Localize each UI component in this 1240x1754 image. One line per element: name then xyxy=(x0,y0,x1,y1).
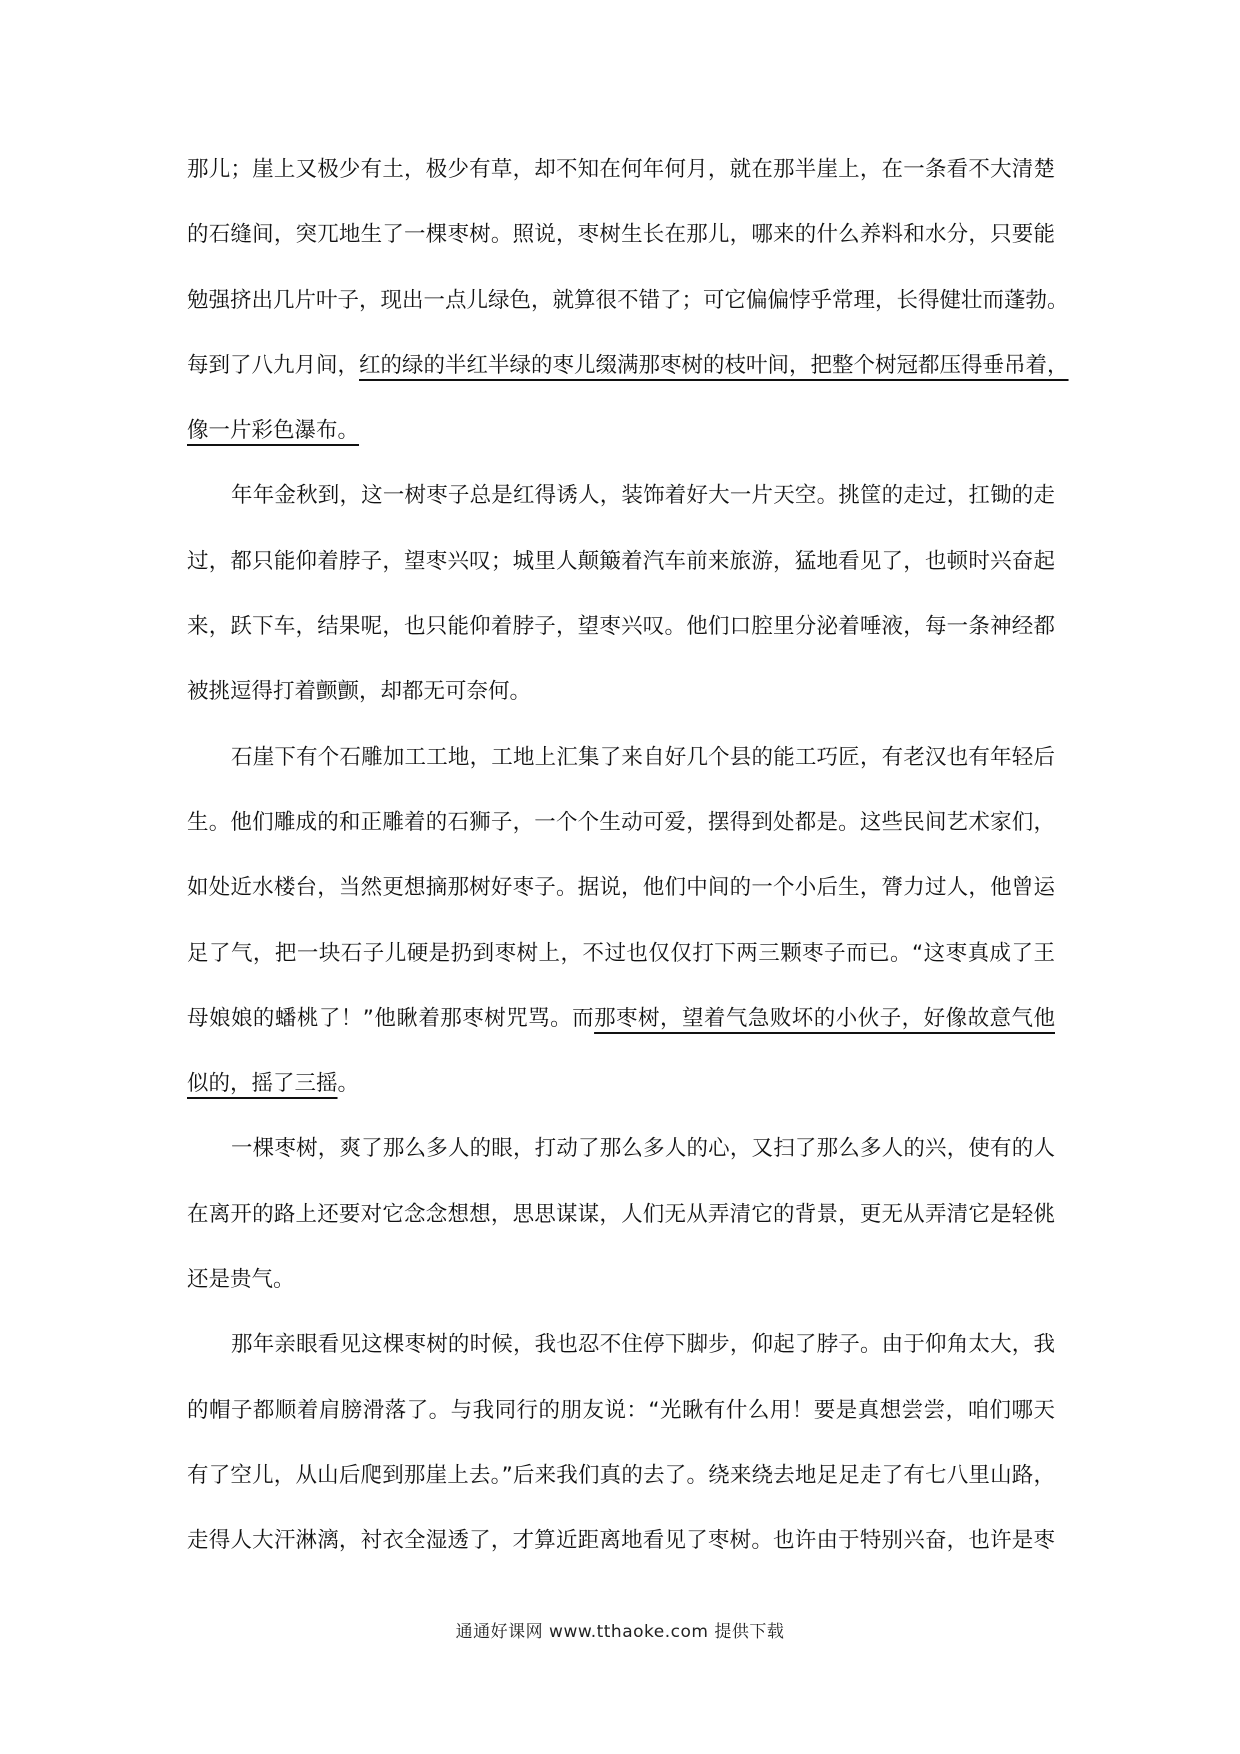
text-segment: 那年亲眼看见这棵枣树的时候，我也忍不住停下脚步，仰起了脖子。由于仰角太大，我 xyxy=(231,1332,1055,1358)
text-segment: 还是贵气。 xyxy=(187,1267,295,1293)
text-segment: 足了气，把一块石子儿硬是扔到枣树上，不过也仅仅打下两三颗枣子而已。“这枣真成了王 xyxy=(187,940,1055,966)
text-segment: 在离开的路上还要对它念念想想，思思谋谋，人们无从弄清它的背景，更无从弄清它是轻佻 xyxy=(187,1201,1055,1227)
document-body xyxy=(187,156,1069,1593)
text-line xyxy=(187,482,1055,547)
underlined-text: 红的绿的半红半绿的枣儿缀满那枣树的枝叶间，把整个树冠都压得垂吊着， xyxy=(359,352,1069,378)
text-segment: 生。他们雕成的和正雕着的石狮子，一个个生动可爱，摆得到处都是。这些民间艺术家们， xyxy=(187,809,1055,835)
footer-source-note: 通通好课网 www.tthaoke.com 提供下载 xyxy=(455,1622,785,1642)
text-segment: 走得人大汗淋漓，衬衣全湿透了，才算近距离地看见了枣树。也许由于特别兴奋，也许是枣 xyxy=(187,1528,1055,1554)
text-segment: 被挑逗得打着颤颤，却都无可奈何。 xyxy=(187,679,532,705)
text-line xyxy=(187,613,1055,678)
paragraph xyxy=(187,482,1055,743)
text-line xyxy=(187,1331,1055,1396)
text-line xyxy=(187,678,1055,743)
underlined-text: 像一片彩色瀑布。 xyxy=(187,418,360,444)
text-line xyxy=(187,1462,1055,1527)
text-line xyxy=(187,1135,1055,1200)
text-line xyxy=(187,287,1069,352)
text-segment: 有了空儿，从山后爬到那崖上去。”后来我们真的去了。绕来绕去地足足走了有七八里山路， xyxy=(187,1462,1055,1488)
text-segment: 。 xyxy=(337,1071,360,1097)
text-segment: 每到了八九月间， xyxy=(187,352,360,378)
paragraph xyxy=(187,1135,1055,1331)
text-segment: 过，都只能仰着脖子，望枣兴叹；城里人颠簸着汽车前来旅游，猛地看见了，也顿时兴奋起 xyxy=(187,548,1055,574)
text-line xyxy=(187,1201,1055,1266)
text-segment: 石崖下有个石雕加工工地，工地上汇集了来自好几个县的能工巧匠，有老汉也有年轻后 xyxy=(231,744,1055,770)
text-line xyxy=(187,156,1055,221)
text-line xyxy=(187,1070,1055,1135)
text-line xyxy=(187,1266,1055,1331)
text-line xyxy=(187,874,1055,939)
text-line xyxy=(187,809,1055,874)
text-line xyxy=(187,1527,1055,1592)
text-segment: 的帽子都顺着肩膀滑落了。与我同行的朋友说：“光瞅有什么用！要是真想尝尝，咱们哪天 xyxy=(187,1397,1055,1423)
paragraph xyxy=(187,1331,1055,1592)
text-line xyxy=(187,548,1055,613)
text-segment: 的石缝间，突兀地生了一棵枣树。照说，枣树生长在那儿，哪来的什么养料和水分，只要能 xyxy=(187,222,1055,248)
text-segment: 如处近水楼台，当然更想摘那树好枣子。据说，他们中间的一个小后生，膂力过人，他曾运 xyxy=(187,875,1055,901)
text-segment: 年年金秋到，这一树枣子总是红得诱人，装饰着好大一片天空。挑筐的走过，扛锄的走 xyxy=(231,483,1055,509)
underlined-text: 那枣树，望着气急败坏的小伙子，好像故意气他 xyxy=(594,1005,1055,1031)
text-segment: 一棵枣树，爽了那么多人的眼，打动了那么多人的心，又扫了那么多人的兴，使有的人 xyxy=(231,1136,1055,1162)
paragraph xyxy=(187,156,1069,482)
paragraph xyxy=(187,744,1055,1136)
text-segment: 勉强挤出几片叶子，现出一点儿绿色，就算很不错了；可它偏偏悖乎常理，长得健壮而蓬勃。 xyxy=(187,287,1069,313)
text-segment: 那儿；崖上又极少有土，极少有草，却不知在何年何月，就在那半崖上，在一条看不大清楚 xyxy=(187,157,1055,182)
text-line xyxy=(187,744,1055,809)
underlined-text: 似的，摇了三摇 xyxy=(187,1071,338,1097)
text-line xyxy=(187,1397,1055,1462)
text-segment: 来，跃下车，结果呢，也只能仰着脖子，望枣兴叹。他们口腔里分泌着唾液，每一条神经都 xyxy=(187,614,1055,640)
text-line xyxy=(187,221,1055,286)
text-line xyxy=(187,940,1055,1005)
text-line xyxy=(187,417,1055,482)
text-line xyxy=(187,352,1069,417)
text-line xyxy=(187,1005,1055,1070)
text-segment: 母娘娘的蟠桃了！”他瞅着那枣树咒骂。而 xyxy=(187,1005,595,1031)
